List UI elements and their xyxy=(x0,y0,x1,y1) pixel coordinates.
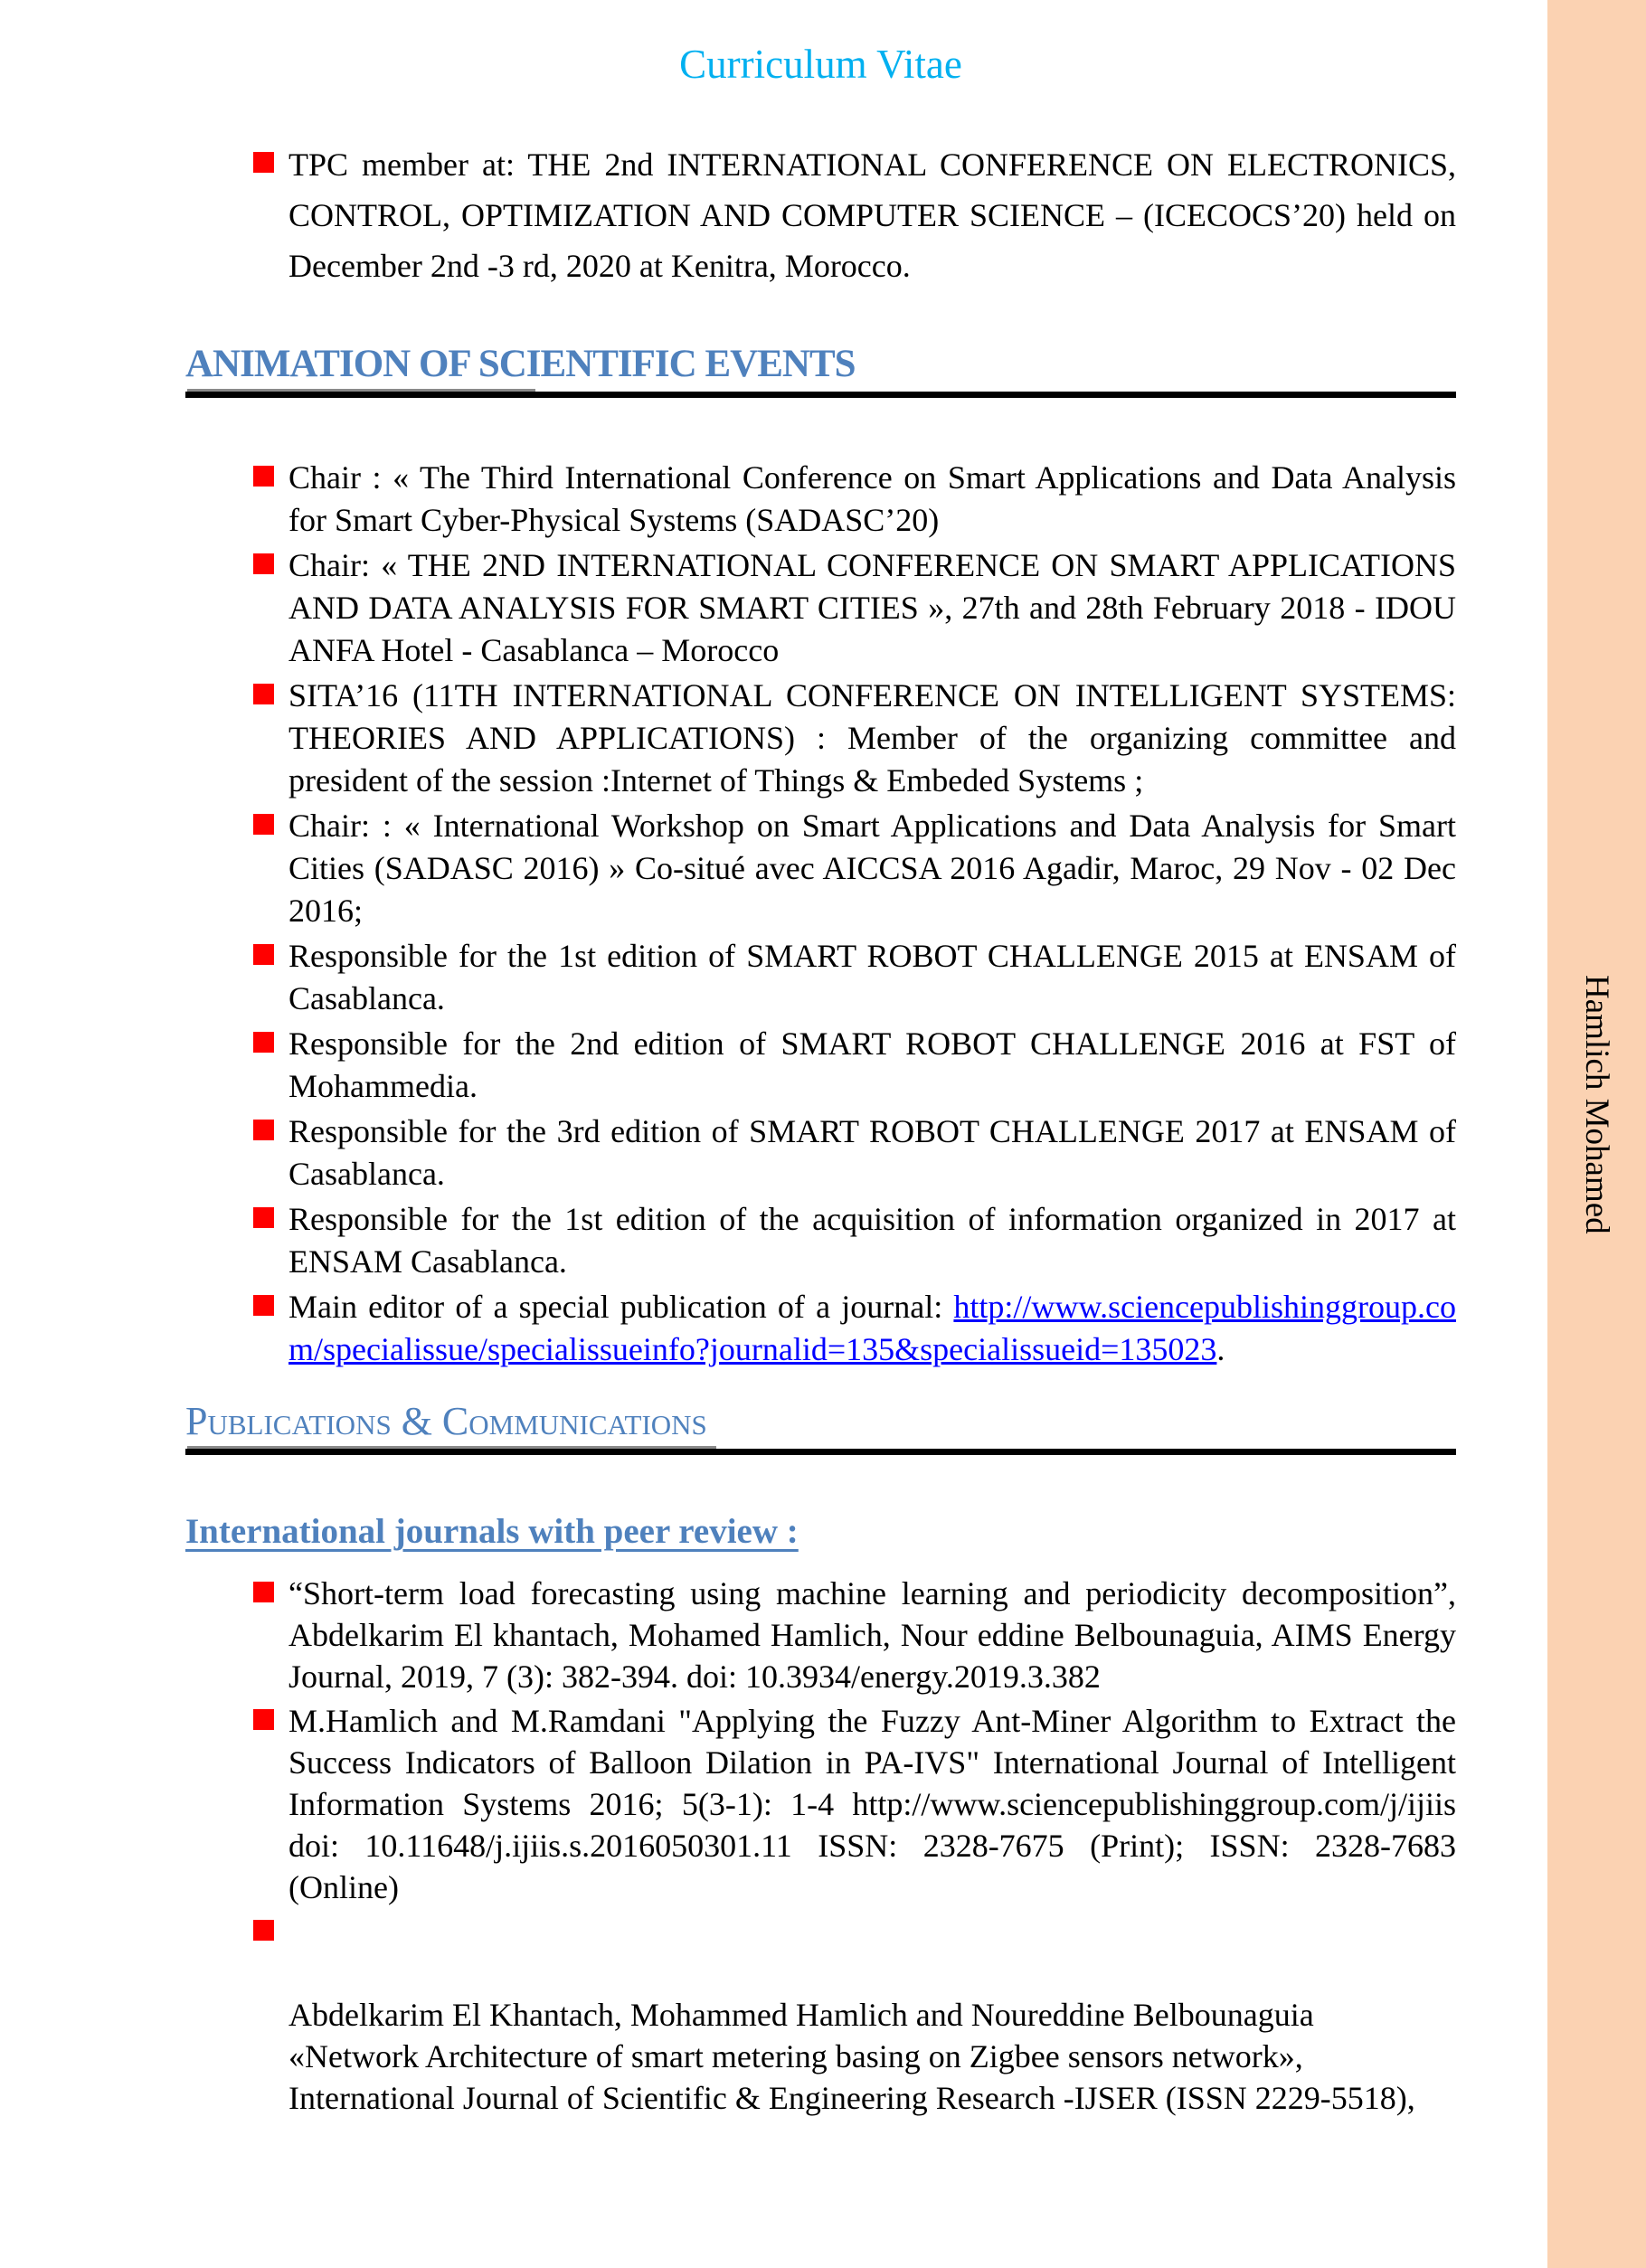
list-item-text: Main editor of a special publication of a journal: xyxy=(289,1289,954,1325)
list-item-text: Responsible for the 1st edition of the acquisition of information organized in 2017 at ENSAM Casablanca. xyxy=(289,1201,1456,1280)
bullet-square-icon xyxy=(253,152,274,173)
bullet-square-icon xyxy=(253,1920,274,1941)
bullet-square-icon xyxy=(253,1295,274,1316)
bullet-square-icon xyxy=(253,814,274,835)
bullet-square-icon xyxy=(253,1207,274,1228)
list-item-text: M.Hamlich and M.Ramdani "Applying the Fuzzy Ant-Miner Algorithm to Extract the Success Indicators of Balloon Dilation in PA-IVS" International Journal of Intelligent Information Systems 2016; 5(3-1): 1-4 http://www.sciencepublishinggroup.com/j/ijiis doi: 10.11648/j.ijiis.s.2016050301.11 ISSN: 2328-7675 (Print); ISSN: 2328-7683 (Online) xyxy=(289,1703,1456,1905)
list-item xyxy=(185,935,1456,1020)
heading-underline-accent xyxy=(187,389,535,392)
list-item-text: Responsible for the 1st edition of SMART ROBOT CHALLENGE 2015 at ENSAM of Casablanca. xyxy=(289,938,1456,1016)
special-issue-link[interactable]: http://www.sciencepublishinggroup.com/specialissue/specialissueinfo?journalid=135&specialissueid=135023 xyxy=(289,1289,1456,1367)
bullet-square-icon xyxy=(253,1120,274,1140)
list-item-text: Responsible for the 2nd edition of SMART ROBOT CHALLENGE 2016 at FST of Mohammedia. xyxy=(289,1025,1456,1104)
publications-list xyxy=(185,1573,1456,2119)
heading-underline-accent xyxy=(187,1446,716,1449)
page-title: Curriculum Vitae xyxy=(679,42,962,87)
list-item-text: Chair : « The Third International Conference on Smart Applications and Data Analysis for Smart Cyber-Physical Systems (SADASC’20) xyxy=(289,459,1456,538)
list-item xyxy=(185,805,1456,932)
list-item-text: “Short-term load forecasting using machine learning and periodicity decomposition”, Abdelkarim El khantach, Mohamed Hamlich, Nour eddine Belbounaguia, AIMS Energy Journal, 2019, 7 (3): 382-394. doi: 10.3934/energy.2019.3.382 xyxy=(289,1575,1456,1695)
list-item-text: Chair: : « International Workshop on Smart Applications and Data Analysis for Smart Cities (SADASC 2016) » Co-situé avec AICCSA 2016 Agadir, Maroc, 29 Nov - 02 Dec 2016; xyxy=(289,808,1456,929)
list-item-text: Responsible for the 3rd edition of SMART ROBOT CHALLENGE 2017 at ENSAM of Casablanca. xyxy=(289,1113,1456,1192)
list-item xyxy=(185,457,1456,542)
bullet-square-icon xyxy=(253,684,274,704)
subheading-international-journals: International journals with peer review : xyxy=(185,1512,799,1551)
list-item xyxy=(185,1198,1456,1283)
intro-list-item xyxy=(185,139,1456,291)
bullet-square-icon xyxy=(253,466,274,487)
events-list xyxy=(185,457,1456,1371)
content-area xyxy=(185,0,1456,2122)
list-item xyxy=(185,1110,1456,1195)
right-sidebar-strip xyxy=(1547,0,1646,2268)
list-item xyxy=(185,1023,1456,1108)
bullet-square-icon xyxy=(253,1582,274,1602)
section-heading-publications-text: Publications & Communications xyxy=(185,1399,707,1443)
bullet-square-icon xyxy=(253,553,274,574)
list-item-text-suffix: . xyxy=(1216,1331,1225,1367)
bullet-square-icon xyxy=(253,1032,274,1053)
section-heading-events xyxy=(185,345,1456,398)
bullet-square-icon xyxy=(253,1709,274,1730)
list-item-text: Abdelkarim El Khantach, Mohammed Hamlich and Noureddine Belbounaguia «Network Architecture of smart metering basing on Zigbee sensors network», International Journal of Scientific & Engineering Research -IJSER (ISSN 2229-5518), xyxy=(289,1997,1415,2116)
list-item xyxy=(185,1911,1456,2119)
section-heading-events-text: ANIMATION OF SCIENTIFIC EVENTS xyxy=(185,343,856,385)
section-heading-publications xyxy=(185,1399,1456,1455)
list-item xyxy=(185,1700,1456,1908)
intro-text: TPC member at: THE 2nd INTERNATIONAL CONFERENCE ON ELECTRONICS, CONTROL, OPTIMIZATION AND COMPUTER SCIENCE – (ICECOCS’20) held on December 2nd -3 rd, 2020 at Kenitra, Morocco. xyxy=(289,146,1456,284)
list-item-text: SITA’16 (11TH INTERNATIONAL CONFERENCE ON INTELLIGENT SYSTEMS: THEORIES AND APPLICATIONS) : Member of the organizing committee and president of the session :Internet of Things & Embeded Systems ; xyxy=(289,677,1456,799)
list-item xyxy=(185,1573,1456,1697)
list-item-text: Chair: « THE 2ND INTERNATIONAL CONFERENCE ON SMART APPLICATIONS AND DATA ANALYSIS FOR SMART CITIES », 27th and 28th February 2018 - IDOU ANFA Hotel - Casablanca – Morocco xyxy=(289,547,1456,668)
bullet-square-icon xyxy=(253,944,274,965)
sidebar-author-name: Hamlich Mohamed xyxy=(1578,975,1615,1234)
list-item xyxy=(185,675,1456,802)
list-item xyxy=(185,544,1456,672)
list-item-journal-editor xyxy=(185,1286,1456,1371)
